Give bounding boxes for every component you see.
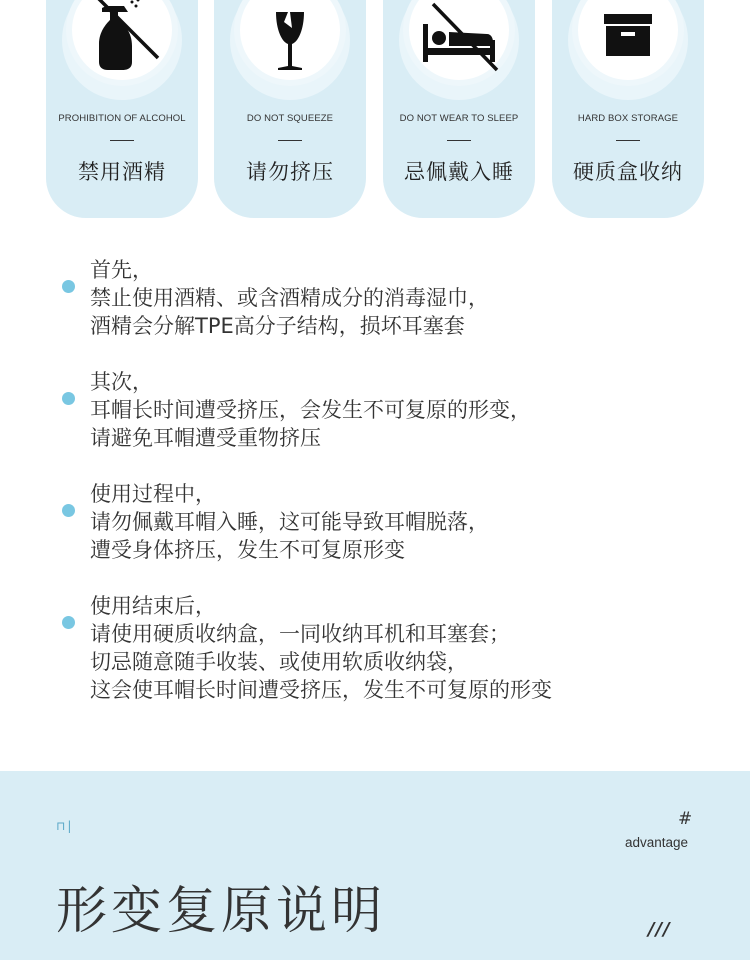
decorative-mark: ⊓| bbox=[56, 819, 74, 833]
card-chinese-label: 忌佩戴入睡 bbox=[404, 160, 514, 184]
care-icon-cards bbox=[0, 0, 750, 220]
bullet-dot bbox=[62, 504, 75, 517]
storage-box-icon bbox=[578, 0, 678, 80]
bullet-dot bbox=[62, 392, 75, 405]
card-chinese-label: 请勿挤压 bbox=[246, 160, 334, 184]
section-title: 形变复原说明 bbox=[56, 882, 387, 941]
note-line: 请勿佩戴耳帽入睡，这可能导致耳帽脱落， bbox=[90, 510, 489, 534]
advantage-label: advantage bbox=[625, 835, 689, 850]
card-do-not-squeeze bbox=[214, 0, 366, 218]
note-alcohol bbox=[90, 256, 489, 340]
card-divider bbox=[110, 140, 134, 141]
note-storage bbox=[90, 592, 552, 704]
card-english-label: PROHIBITION OF ALCOHOL bbox=[58, 113, 186, 124]
card-english-label: HARD BOX STORAGE bbox=[577, 113, 679, 124]
card-do-not-wear-to-sleep bbox=[383, 0, 535, 218]
note-line: 这会使耳帽长时间遭受挤压，发生不可复原的形变 bbox=[90, 678, 552, 702]
no-sleep-bed-icon bbox=[409, 0, 509, 80]
card-prohibition-of-alcohol bbox=[46, 0, 198, 218]
note-line: 耳帽长时间遭受挤压，会发生不可复原的形变， bbox=[90, 398, 531, 422]
note-line: 使用过程中， bbox=[90, 482, 216, 506]
card-hard-box-storage bbox=[552, 0, 704, 218]
section-header-banner bbox=[0, 771, 750, 960]
card-divider bbox=[616, 140, 640, 141]
note-line: 酒精会分解TPE高分子结构，损坏耳塞套 bbox=[90, 314, 465, 338]
note-line: 禁止使用酒精、或含酒精成分的消毒湿巾， bbox=[90, 286, 489, 310]
card-divider bbox=[278, 140, 302, 141]
card-english-label: DO NOT WEAR TO SLEEP bbox=[399, 113, 519, 124]
no-spray-bottle-icon bbox=[72, 0, 172, 80]
note-line: 使用结束后， bbox=[90, 594, 216, 618]
note-line: 遭受身体挤压，发生不可复原形变 bbox=[90, 538, 405, 562]
note-sleep bbox=[90, 480, 489, 564]
note-line: 其次， bbox=[90, 370, 153, 394]
fragile-glass-icon bbox=[240, 0, 340, 80]
bullet-dot bbox=[62, 280, 75, 293]
card-chinese-label: 硬质盒收纳 bbox=[573, 160, 683, 184]
note-line: 切忌随意随手收装、或使用软质收纳袋， bbox=[90, 650, 468, 674]
card-english-label: DO NOT SQUEEZE bbox=[246, 113, 334, 124]
card-chinese-label: 禁用酒精 bbox=[78, 160, 166, 184]
decorative-slashes: /// bbox=[648, 919, 671, 940]
hash-symbol: # bbox=[678, 809, 693, 829]
note-line: 请避免耳帽遭受重物挤压 bbox=[90, 426, 321, 450]
note-line: 请使用硬质收纳盒，一同收纳耳机和耳塞套； bbox=[90, 622, 510, 646]
note-line: 首先， bbox=[90, 258, 153, 282]
card-divider bbox=[447, 140, 471, 141]
bullet-dot bbox=[62, 616, 75, 629]
note-squeeze bbox=[90, 368, 531, 452]
